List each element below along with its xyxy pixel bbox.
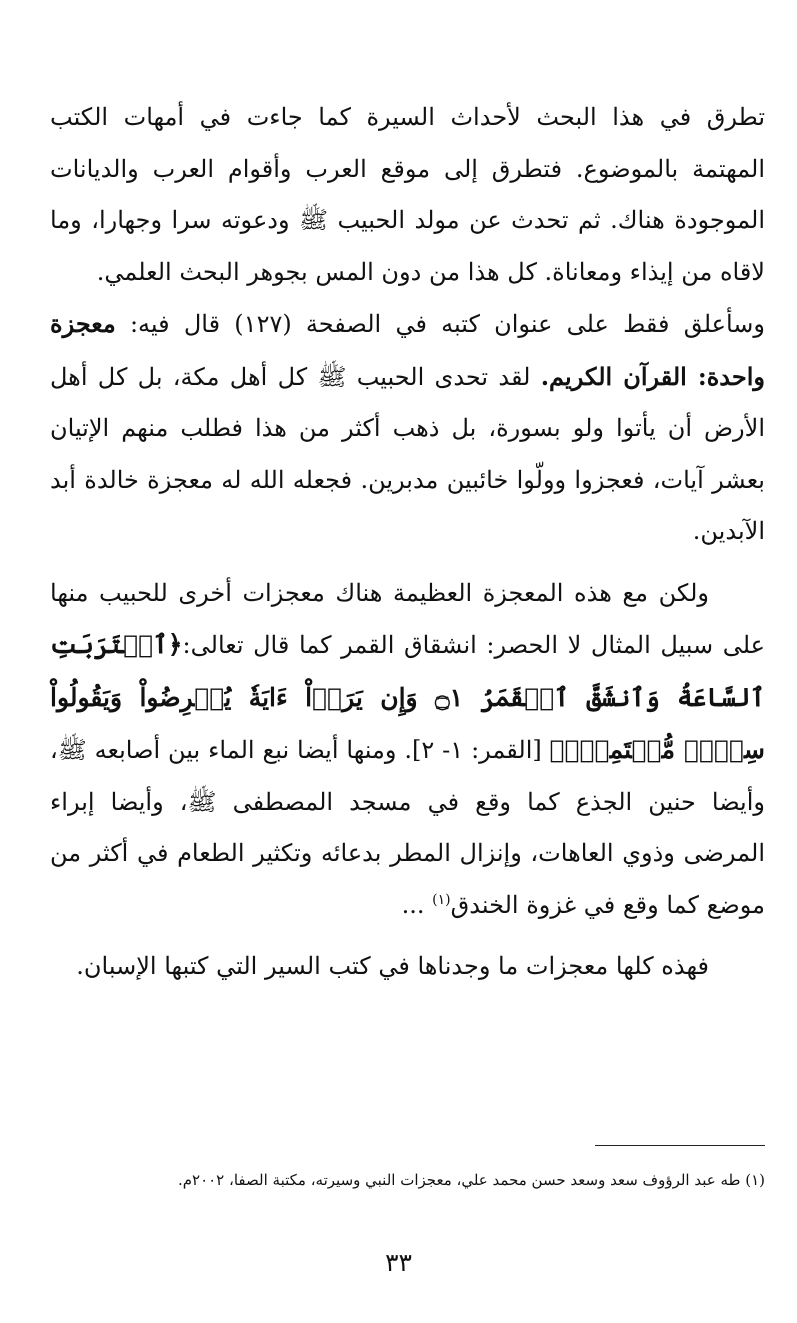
paragraph-4-text: فهذه كلها معجزات ما وجدناها في كتب السير التي كتبها الإسبان. [76, 952, 709, 980]
paragraph-1-text: تطرق في هذا البحث لأحداث السيرة كما جاءت في أمهات الكتب المهتمة بالموضوع. فتطرق إلى موقع العرب وأقوام العرب والديانات الموجودة هناك. ثم تحدث عن مولد الحبيب ﷺ ودعوته سرا وجهارا، وما لاقاه من إيذاء ومعاناة. كل هذا من دون المس بجوهر البحث العلمي. [50, 103, 765, 286]
footnote-divider [595, 1145, 765, 1146]
quran-verse: ﴿ٱقۡتَرَبَتِ ٱلسَّاعَةُ وَٱنشَقَّ ٱلۡقَمَرُ ۝١ وَإِن يَرَوۡاْ ءَايَةٗ يُعۡرِضُواْ وَيَقُولُواْ سِحۡرٞ مُّسۡتَمِرّٞ﴾ [50, 630, 765, 764]
paragraph-3-ellipsis: ... [401, 890, 433, 919]
paragraph-3 [50, 568, 765, 932]
paragraph-4 [50, 941, 765, 993]
paragraph-2-lead: وسأعلق فقط على عنوان كتبه في الصفحة (١٢٧) قال فيه: [115, 310, 766, 338]
footnote: (١) طه عبد الرؤوف سعد وسعد حسن محمد علي، معجزات النبي وسيرته، مكتبة الصفا، ٢٠٠٢م. [177, 1171, 765, 1189]
paragraph-3-body: [القمر: ١- ٢]. ومنها أيضا نبع الماء بين أصابعه ﷺ، وأيضا حنين الجذع كما وقع في مسجد المصطفى ﷺ، وأيضا إبراء المرضى وذوي العاهات، وإنزال المطر بدعائه وتكثير الطعام في أكثر من موضع كما وقع في غزوة الخندق [50, 736, 765, 919]
paragraph-2-body: لقد تحدى الحبيب ﷺ كل أهل مكة، بل كل أهل الأرض أن يأتوا ولو بسورة، بل ذهب أكثر من هذا فطلب منهم الإتيان بعشر آيات، فعجزوا وولّوا خائبين مدبرين. فجعله الله له معجزة خالدة أبد الآبدين. [50, 362, 765, 545]
bold-heading-phrase: معجزة واحدة: القرآن الكريم. [50, 309, 765, 391]
paragraph-2 [50, 298, 765, 558]
paragraph-1 [50, 92, 765, 298]
footnote-reference: (١) [432, 891, 451, 908]
paragraph-3-lead: ولكن مع هذه المعجزة العظيمة هناك معجزات أخرى للحبيب منها على سبيل المثال لا الحصر: انشقاق القمر كما قال تعالى: [50, 578, 765, 659]
page-number: ٣٣ [385, 1248, 412, 1277]
main-text [50, 92, 765, 993]
